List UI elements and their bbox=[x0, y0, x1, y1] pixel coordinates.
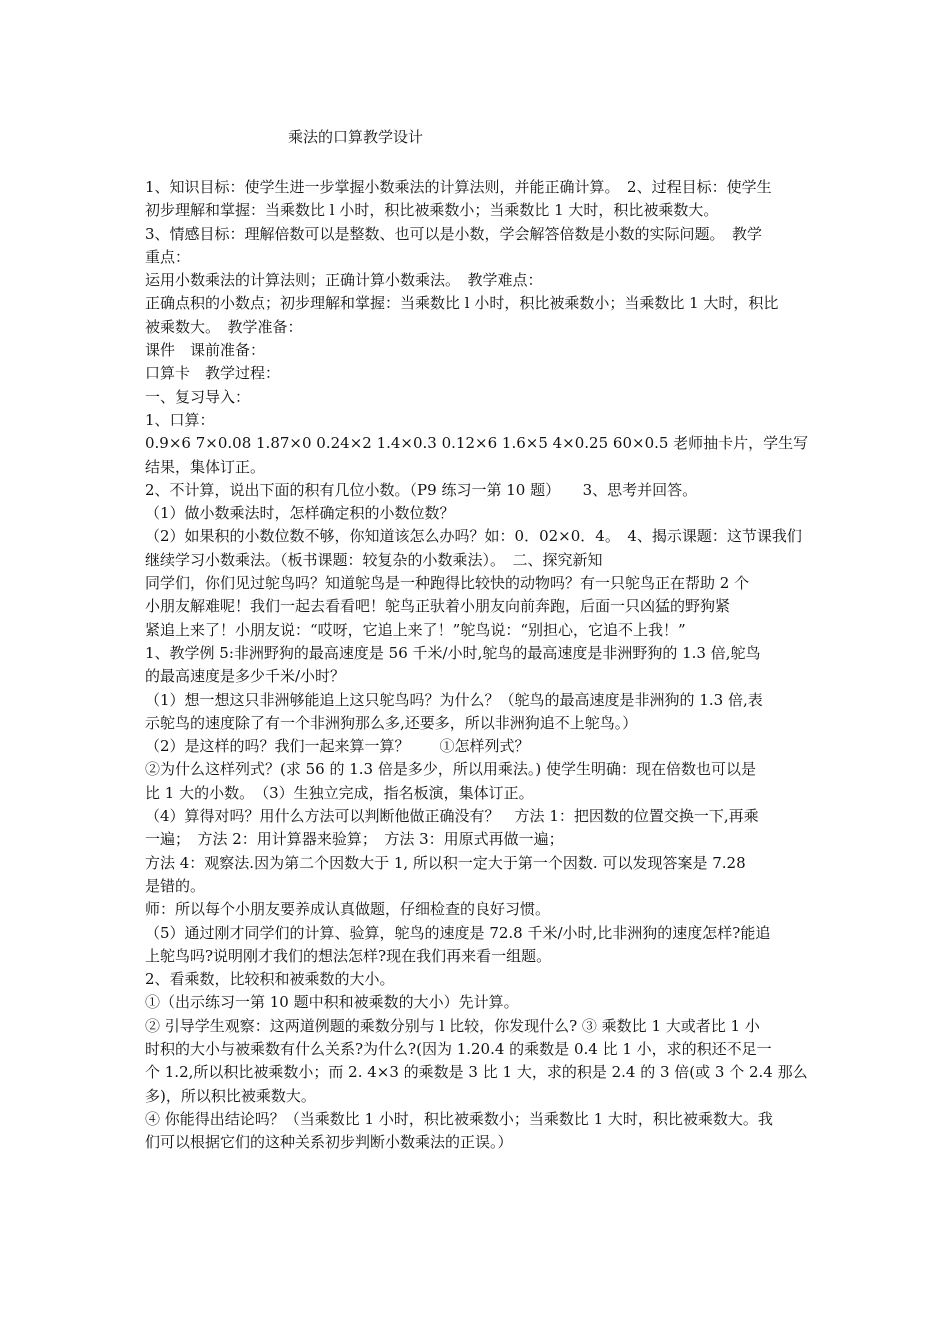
text-line: 1、教学例 5:非洲野狗的最高速度是 56 千米/小时,鸵鸟的最高速度是非洲野狗的 1.3 倍,鸵鸟 bbox=[145, 643, 761, 662]
text-line: 小朋友解难呢！我们一起去看看吧！鸵鸟正驮着小朋友向前奔跑，后面一只凶猛的野狗紧 bbox=[145, 597, 731, 616]
text-line: ①（出示练习一第 10 题中积和被乘数的大小）先计算。 bbox=[145, 993, 519, 1012]
text-line: 重点： bbox=[145, 247, 191, 266]
text-line: 0.9×6 7×0.08 1.87×0 0.24×2 1.4×0.3 0.12×6 1.6×5 4×0.25 60×0.5 老师抽卡片，学生写 bbox=[145, 434, 809, 453]
text-line: 一遍； 方法 2：用计算器来验算； 方法 3：用原式再做一遍； bbox=[145, 830, 564, 849]
text-line: （5）通过刚才同学们的计算、验算，鸵鸟的速度是 72.8 千米/小时,比非洲狗的速度怎样?能追 bbox=[145, 923, 771, 942]
text-line: （2）如果积的小数位数不够，你知道该怎么办吗？如：0．02×0．4。 4、揭示课题：这节课我们 bbox=[145, 527, 802, 546]
text-line: 结果，集体订正。 bbox=[145, 457, 266, 476]
text-line: ② 引导学生观察：这两道例题的乘数分别与 l 比较，你发现什么? ③ 乘数比 1 大或者比 1 小 bbox=[145, 1016, 760, 1035]
text-line: 上鸵鸟吗?说明刚才我们的想法怎样?现在我们再来看一组题。 bbox=[145, 946, 552, 965]
text-line: 的最高速度是多少千米/小时？ bbox=[145, 667, 346, 686]
text-line: 比 1 大的小数。 （3）生独立完成，指名板演，集体订正。 bbox=[145, 783, 534, 802]
text-line: 紧追上来了！小朋友说：“哎呀，它追上来了！”鸵鸟说：“别担心，它追不上我！” bbox=[145, 620, 686, 639]
document-body bbox=[145, 176, 810, 1154]
text-line: 是错的。 bbox=[145, 876, 206, 895]
text-line: ②为什么这样列式？(求 56 的 1.3 倍是多少，所以用乘法。) 使学生明确：现在倍数也可以是 bbox=[145, 760, 756, 779]
text-line: 方法 4：观察法.因为第二个因数大于 1, 所以积一定大于第一个因数. 可以发现答案是 7.28 bbox=[145, 853, 746, 872]
text-line: 正确点积的小数点；初步理解和掌握：当乘数比 l 小时，积比被乘数小；当乘数比 1 大时，积比 bbox=[145, 294, 779, 313]
text-line: （4）算得对吗？用什么方法可以判断他做正确没有？ 方法 1：把因数的位置交换一下,再乘 bbox=[145, 807, 759, 826]
text-line: （2）是这样的吗？我们一起来算一算？ ①怎样列式？ bbox=[145, 737, 530, 756]
text-line: 师：所以每个小朋友要养成认真做题，仔细检查的良好习惯。 bbox=[145, 900, 551, 919]
text-line: 示鸵鸟的速度除了有一个非洲狗那么多,还要多，所以非洲狗追不上鸵鸟。） bbox=[145, 713, 638, 732]
text-line: （1）想一想这只非洲够能追上这只鸵鸟吗？为什么？（鸵鸟的最高速度是非洲狗的 1.3 倍,表 bbox=[145, 690, 763, 709]
document-title: 乘法的口算教学设计 bbox=[288, 128, 424, 146]
text-line: 一、复习导入： bbox=[145, 387, 251, 406]
text-line: 口算卡 教学过程： bbox=[145, 364, 281, 383]
text-line: 时积的大小与被乘数有什么关系?为什么?(因为 1.20.4 的乘数是 0.4 比 1 小，求的积还不足一 bbox=[145, 1039, 772, 1058]
text-line: 继续学习小数乘法。（板书课题：较复杂的小数乘法）。 二、探究新知 bbox=[145, 550, 603, 569]
text-line: 多)，所以积比被乘数大。 bbox=[145, 1086, 316, 1105]
text-line: （1）做小数乘法时，怎样确定积的小数位数？ bbox=[145, 504, 455, 523]
text-line: 运用小数乘法的计算法则；正确计算小数乘法。 教学难点： bbox=[145, 271, 543, 290]
text-line: 被乘数大。 教学准备： bbox=[145, 317, 303, 336]
text-line: 初步理解和掌握：当乘数比 l 小时，积比被乘数小；当乘数比 1 大时，积比被乘数大。 bbox=[145, 201, 719, 220]
text-line: 1、知识目标：使学生进一步掌握小数乘法的计算法则，并能正确计算。 2、过程目标：使学生 bbox=[145, 178, 772, 196]
text-line: ④ 你能得出结论吗？（当乘数比 1 小时，积比被乘数小；当乘数比 1 大时，积比被乘数大。我 bbox=[145, 1109, 773, 1128]
text-line: 3、情感目标：理解倍数可以是整数、也可以是小数，学会解答倍数是小数的实际问题。 教学 bbox=[145, 224, 763, 243]
text-line: 2、不计算，说出下面的积有几位小数。（P9 练习一第 10 题） 3、思考并回答。 bbox=[145, 480, 698, 499]
text-line: 1、口算： bbox=[145, 410, 215, 429]
text-line: 个 1.2,所以积比被乘数小；而 2. 4×3 的乘数是 3 比 1 大，求的积是 2.4 的 3 倍(或 3 个 2.4 那么 bbox=[145, 1063, 808, 1082]
text-line: 2、看乘数，比较积和被乘数的大小。 bbox=[145, 970, 395, 989]
text-line: 同学们，你们见过鸵鸟吗？知道鸵鸟是一种跑得比较快的动物吗？有一只鸵鸟正在帮助 2 个 bbox=[145, 574, 750, 593]
text-line: 们可以根据它们的这种关系初步判断小数乘法的正误。） bbox=[145, 1133, 513, 1152]
text-line: 课件 课前准备： bbox=[145, 341, 266, 360]
